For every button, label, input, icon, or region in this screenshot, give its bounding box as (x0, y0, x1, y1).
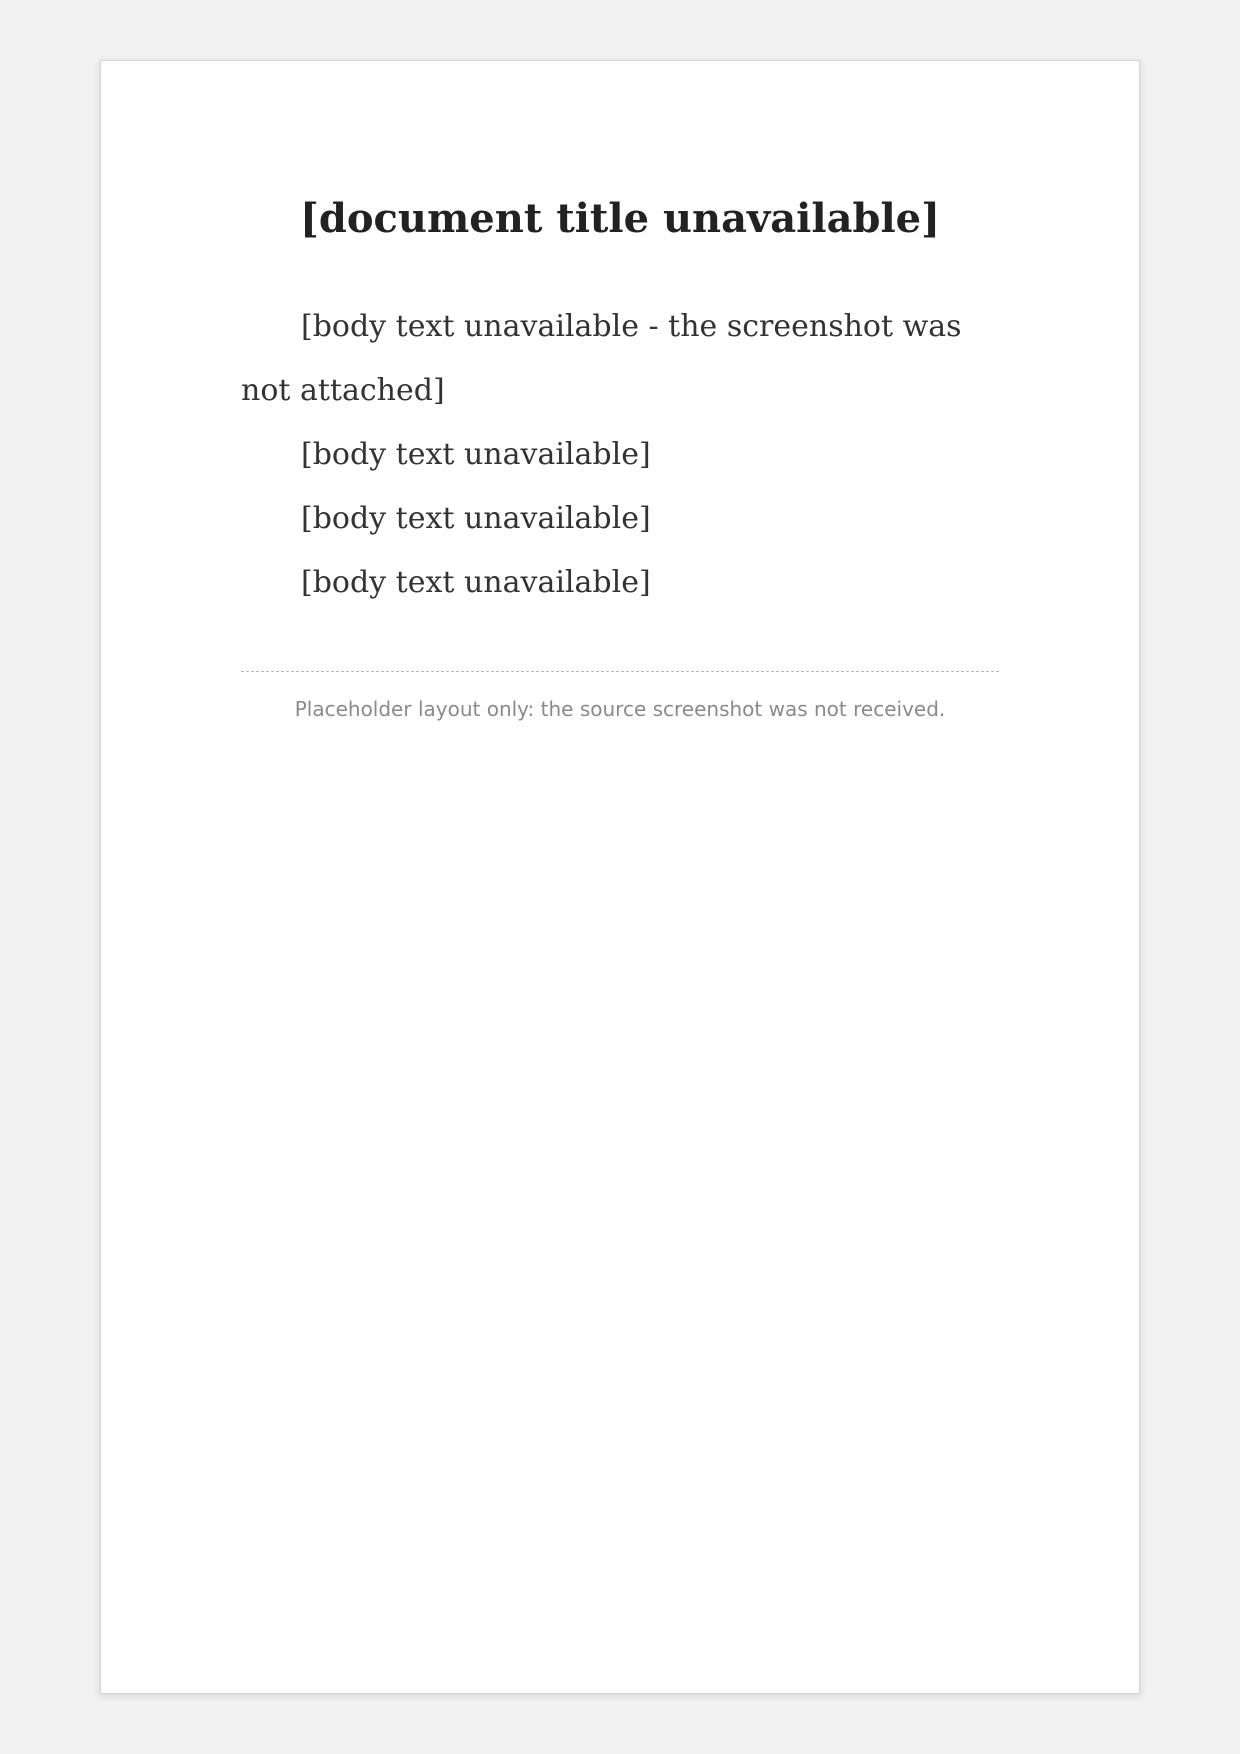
body-paragraph: [body text unavailable] (301, 437, 651, 472)
body-paragraph: [body text unavailable - the screenshot was not attached] (241, 309, 962, 408)
document-page (100, 60, 1140, 1694)
document-title: [document title unavailable] (299, 195, 941, 242)
body-paragraph: [body text unavailable] (301, 565, 651, 600)
placeholder-note: Placeholder layout only: the source screenshot was not received. (241, 671, 999, 724)
body-paragraph: [body text unavailable] (301, 501, 651, 536)
